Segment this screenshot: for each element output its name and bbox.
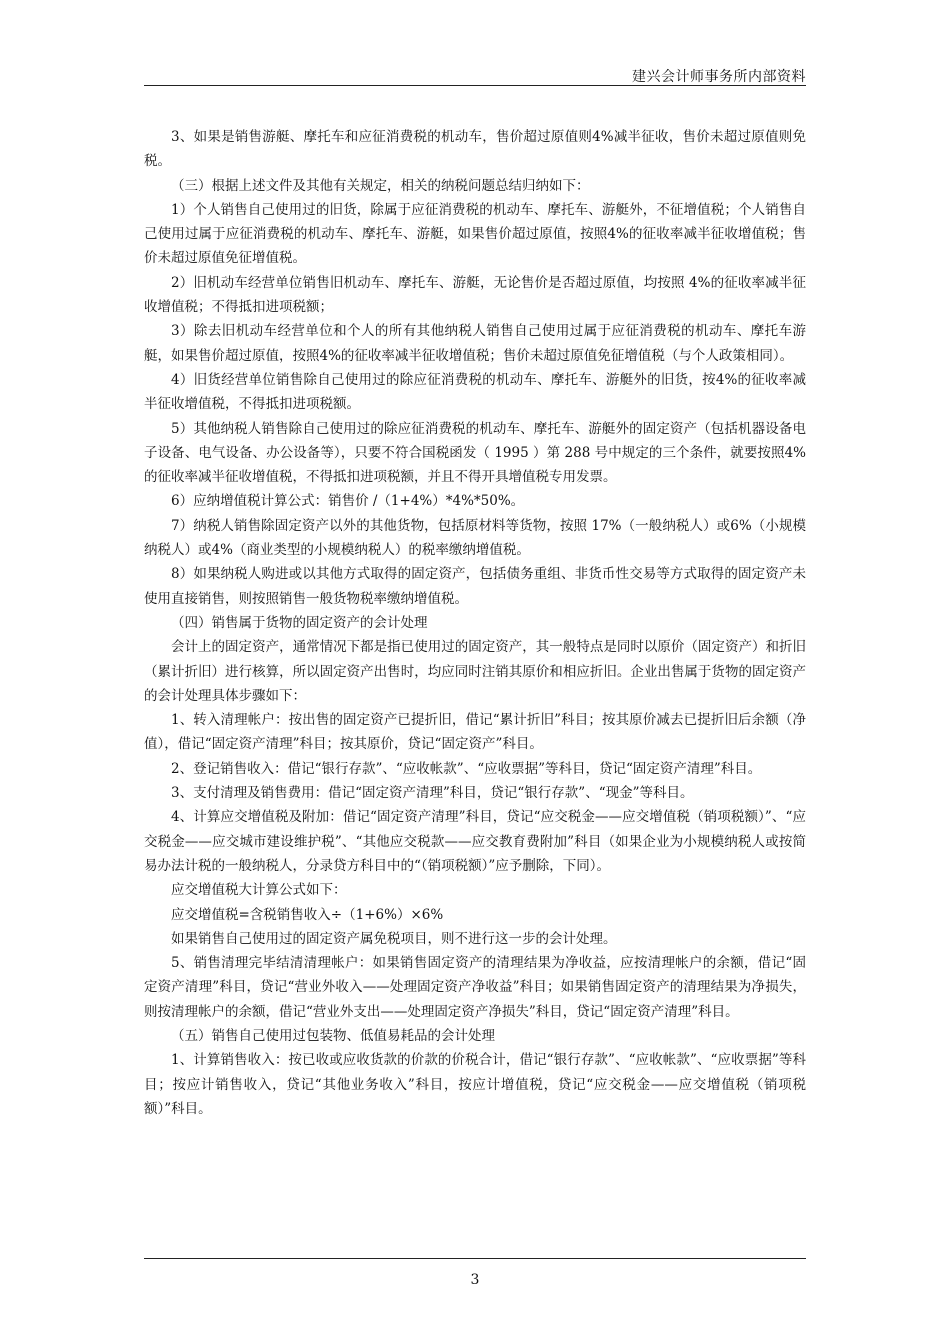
paragraph: 4、计算应交增值税及附加：借记“固定资产清理”科目，贷记“应交税金——应交增值税（销项税额）”、“应交税金——应交城市建设维护税”、“其他应交税款——应交教育费附加”科目（如果企业为小规模纳税人或按简易办法计税的一般纳税人，分录贷方科目中的“（销项税额）”应予删除，下同）。 <box>144 809 806 874</box>
paragraph: 8）如果纳税人购进或以其他方式取得的固定资产，包括债务重组、非货币性交易等方式取得的固定资产未使用直接销售，则按照销售一般货物税率缴纳增值税。 <box>144 566 806 607</box>
paragraph: 5、销售清理完毕结清清理帐户：如果销售固定资产的清理结果为净收益，应按清理帐户的余额，借记“固定资产清理”科目，贷记“营业外收入——处理固定资产净收益”科目；如果销售固定资产的清理结果为净损失，则按清理帐户的余额，借记“营业外支出——处理固定资产净损失”科目，贷记“固定资产清理”科目。 <box>144 955 806 1020</box>
paragraph: 如果销售自己使用过的固定资产属免税项目，则不进行这一步的会计处理。 <box>171 930 617 947</box>
paragraph: 7）纳税人销售除固定资产以外的其他货物，包括原材料等货物，按照 17%（一般纳税人）或6%（小规模纳税人）或4%（商业类型的小规模纳税人）的税率缴纳增值税。 <box>144 517 806 559</box>
paragraph: 3、支付清理及销售费用：借记“固定资产清理”科目，贷记“银行存款”、“现金”等科目。 <box>171 785 694 802</box>
paragraph: 3、如果是销售游艇、摩托车和应征消费税的机动车，售价超过原值则4%减半征收，售价未超过原值则免税。 <box>144 129 806 170</box>
paragraph: 1）个人销售自己使用过的旧货，除属于应征消费税的机动车、摩托车、游艇外，不征增值税；个人销售自己使用过属于应征消费税的机动车、摩托车、游艇，如果售价超过原值，按照4%的征收率减半征收增值税；售价未超过原值免征增值税。 <box>144 201 806 267</box>
header-divider <box>144 85 806 86</box>
section-heading: （五）销售自己使用过包装物、低值易耗品的会计处理 <box>171 1027 495 1044</box>
paragraph: 2、登记销售收入：借记“银行存款”、“应收帐款”、“应收票据”等科目，贷记“固定资产清理”科目。 <box>171 760 762 777</box>
paragraph: 会计上的固定资产，通常情况下都是指已使用过的固定资产，其一般特点是同时以原价（固定资产）和折旧（累计折旧）进行核算，所以固定资产出售时，均应同时注销其原价和相应折旧。企业出售属于货物的固定资产的会计处理具体步骤如下： <box>144 639 806 704</box>
paragraph: 6）应纳增值税计算公式：销售价 /（1+4%）*4%*50%。 <box>171 493 525 510</box>
document-body <box>144 125 806 1121</box>
page-header-title: 建兴会计师事务所内部资料 <box>632 69 806 85</box>
paragraph: 2）旧机动车经营单位销售旧机动车、摩托车、游艇，无论售价是否超过原值，均按照 4%的征收率减半征收增值税；不得抵扣进项税额； <box>144 274 806 316</box>
paragraph: 4）旧货经营单位销售除自己使用过的除应征消费税的机动车、摩托车、游艇外的旧货，按4%的征收率减半征收增值税，不得抵扣进项税额。 <box>144 371 806 413</box>
paragraph: 5）其他纳税人销售除自己使用过的除应征消费税的机动车、摩托车、游艇外的固定资产（包括机器设备电子设备、电气设备、办公设备等），只要不符合国税函发（ 1995 ）第 288 号中规定的三个条件，就要按照4%的征收率减半征收增值税，不得抵扣进项税额，并且不得开具增值税专用发票。 <box>144 420 806 486</box>
section-heading: （四）销售属于货物的固定资产的会计处理 <box>171 614 428 631</box>
footer-divider <box>144 1258 806 1259</box>
paragraph: 1、转入清理帐户：按出售的固定资产已提折旧，借记“累计折旧”科目；按其原价减去已提折旧后余额（净值），借记“固定资产清理”科目；按其原价，贷记“固定资产”科目。 <box>144 712 806 753</box>
formula: 应交增值税=含税销售收入÷（1+6%）×6% <box>171 906 444 923</box>
paragraph: 3）除去旧机动车经营单位和个人的所有其他纳税人销售自己使用过属于应征消费税的机动车、摩托车游艇，如果售价超过原值，按照4%的征收率减半征收增值税；售价未超过原值免征增值税（与个人政策相同）。 <box>144 323 806 364</box>
paragraph: （三）根据上述文件及其他有关规定，相关的纳税问题总结归纳如下： <box>171 177 590 194</box>
paragraph: 应交增值税大计算公式如下： <box>171 882 347 899</box>
paragraph: 1、计算销售收入：按已收或应收货款的价款的价税合计，借记“银行存款”、“应收帐款”、“应收票据”等科目；按应计销售收入，贷记“其他业务收入”科目，按应计增值税，贷记“应交税金——应交增值税（销项税额）”科目。 <box>144 1052 806 1117</box>
page-number: 3 <box>470 1272 480 1288</box>
